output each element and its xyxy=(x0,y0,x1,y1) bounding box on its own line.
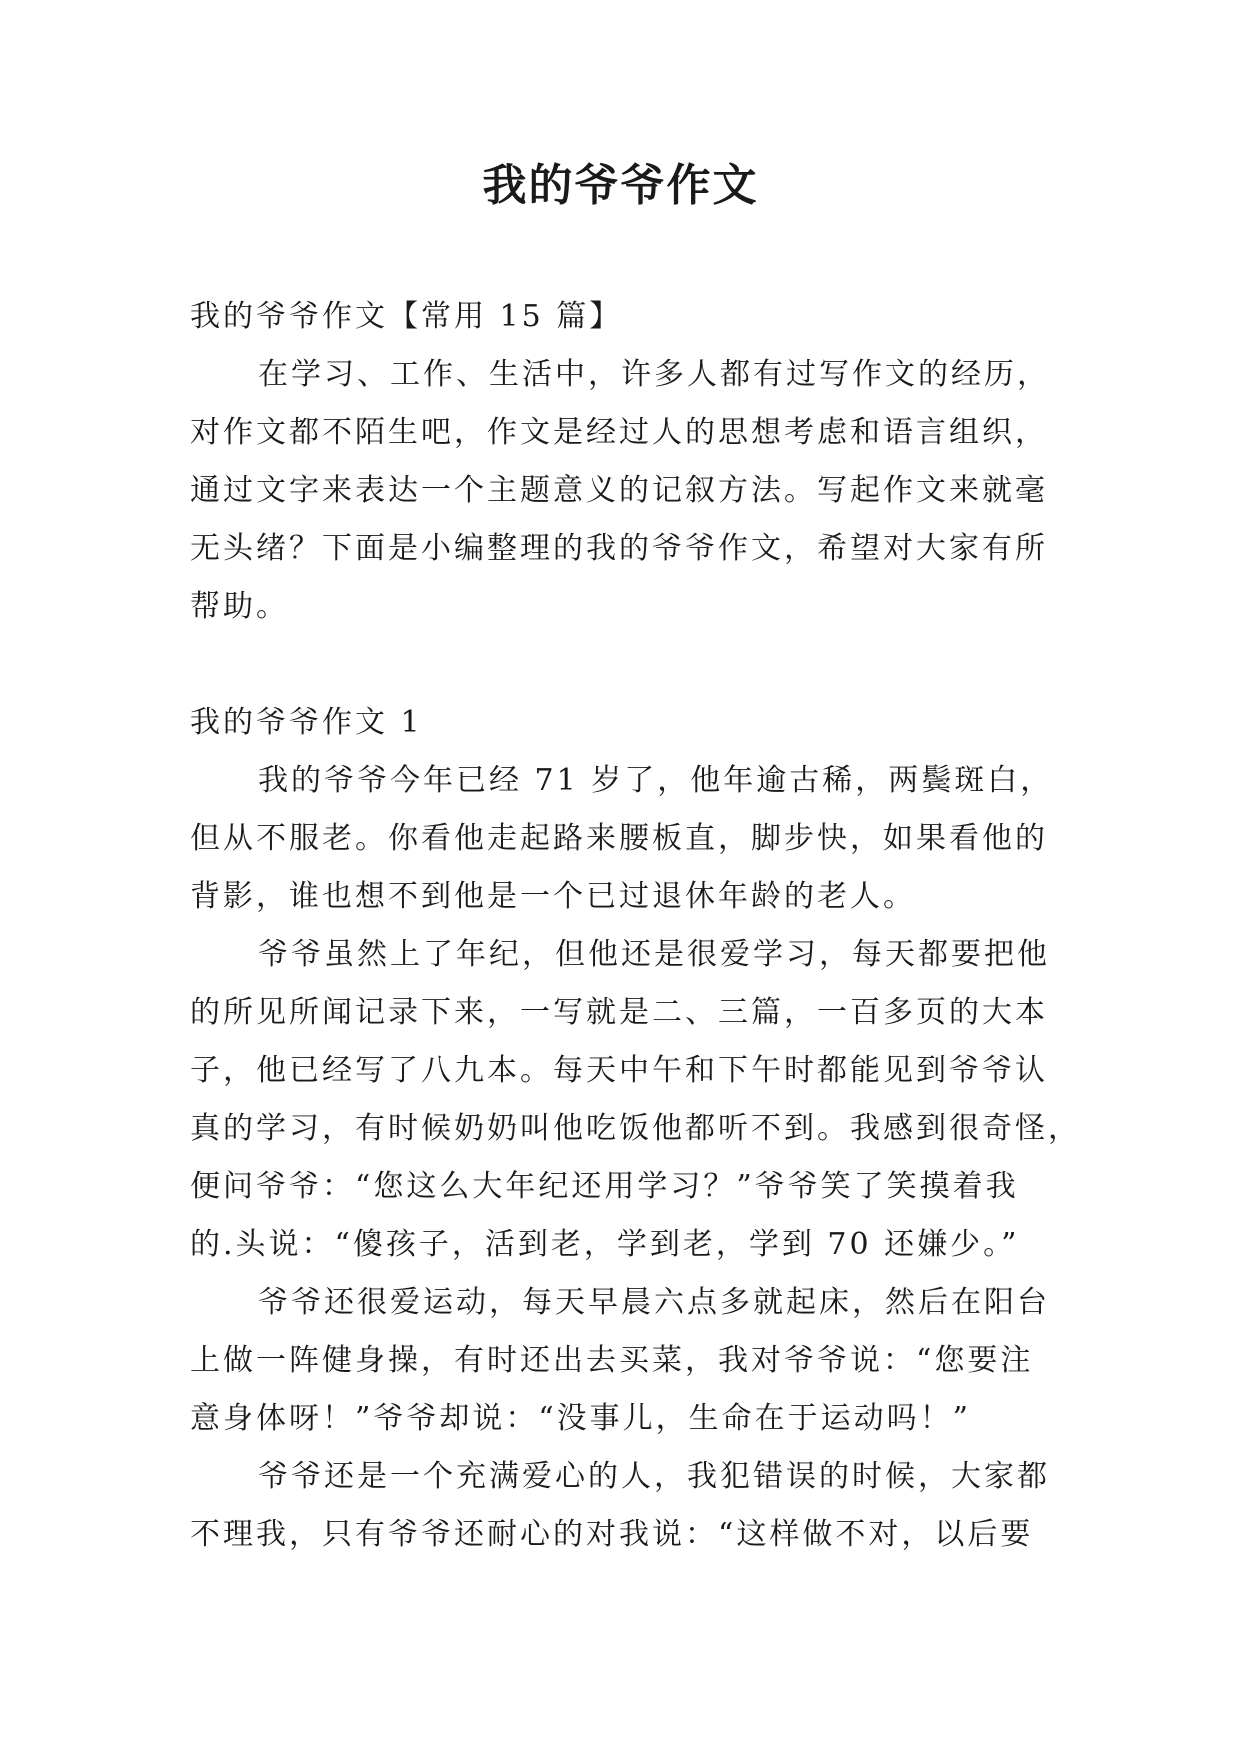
paragraph-1 xyxy=(190,752,1060,926)
paragraph-line: 的.头说：“傻孩子，活到老，学到老，学到 70 还嫌少。” xyxy=(190,1227,1020,1262)
paragraph-line: 不理我，只有爷爷还耐心的对我说：“这样做不对，以后要 xyxy=(190,1517,1034,1552)
paragraph-3 xyxy=(190,1274,1060,1448)
paragraph-line: 我的爷爷今年已经 71 岁了，他年逾古稀，两鬓斑白， xyxy=(258,763,1054,798)
paragraph-line: 爷爷还很爱运动，每天早晨六点多就起床，然后在阳台 xyxy=(258,1285,1050,1320)
paragraph-line: 的所见所闻记录下来，一写就是二、三篇，一百多页的大本 xyxy=(190,995,1048,1030)
paragraph-line: 背影，谁也想不到他是一个已过退休年龄的老人。 xyxy=(190,879,916,914)
paragraph-2 xyxy=(190,926,1081,1274)
paragraph-line: 子，他已经写了八九本。每天中午和下午时都能见到爷爷认 xyxy=(190,1053,1048,1088)
paragraph-4 xyxy=(190,1448,1060,1564)
paragraph-line: 真的学习，有时候奶奶叫他吃饭他都听不到。我感到很奇怪， xyxy=(190,1111,1081,1146)
paragraph-line: 便问爷爷：“您这么大年纪还用学习？”爷爷笑了笑摸着我 xyxy=(190,1169,1019,1204)
intro-paragraph xyxy=(190,346,1060,636)
paragraph-line: 意身体呀！”爷爷却说：“没事儿，生命在于运动吗！” xyxy=(190,1401,972,1436)
document-body xyxy=(190,288,1081,1564)
intro-line: 通过文字来表达一个主题意义的记叙方法。写起作文来就毫 xyxy=(190,473,1048,508)
document-subtitle: 我的爷爷作文【常用 15 篇】 xyxy=(190,299,623,334)
paragraph-line: 上做一阵健身操，有时还出去买菜，我对爷爷说：“您要注 xyxy=(190,1343,1034,1378)
intro-line: 无头绪？下面是小编整理的我的爷爷作文，希望对大家有所 xyxy=(190,531,1048,566)
document-title: 我的爷爷作文 xyxy=(482,160,759,211)
paragraph-line: 但从不服老。你看他走起路来腰板直，脚步快，如果看他的 xyxy=(190,821,1048,856)
intro-line: 帮助。 xyxy=(190,589,289,624)
section-heading: 我的爷爷作文 1 xyxy=(190,705,423,740)
paragraph-line: 爷爷虽然上了年纪，但他还是很爱学习，每天都要把他 xyxy=(258,937,1050,972)
intro-line: 对作文都不陌生吧，作文是经过人的思想考虑和语言组织， xyxy=(190,415,1048,450)
paragraph-line: 爷爷还是一个充满爱心的人，我犯错误的时候，大家都 xyxy=(258,1459,1050,1494)
intro-line: 在学习、工作、生活中，许多人都有过写作文的经历， xyxy=(258,357,1050,392)
paragraph-gap xyxy=(190,636,1060,694)
